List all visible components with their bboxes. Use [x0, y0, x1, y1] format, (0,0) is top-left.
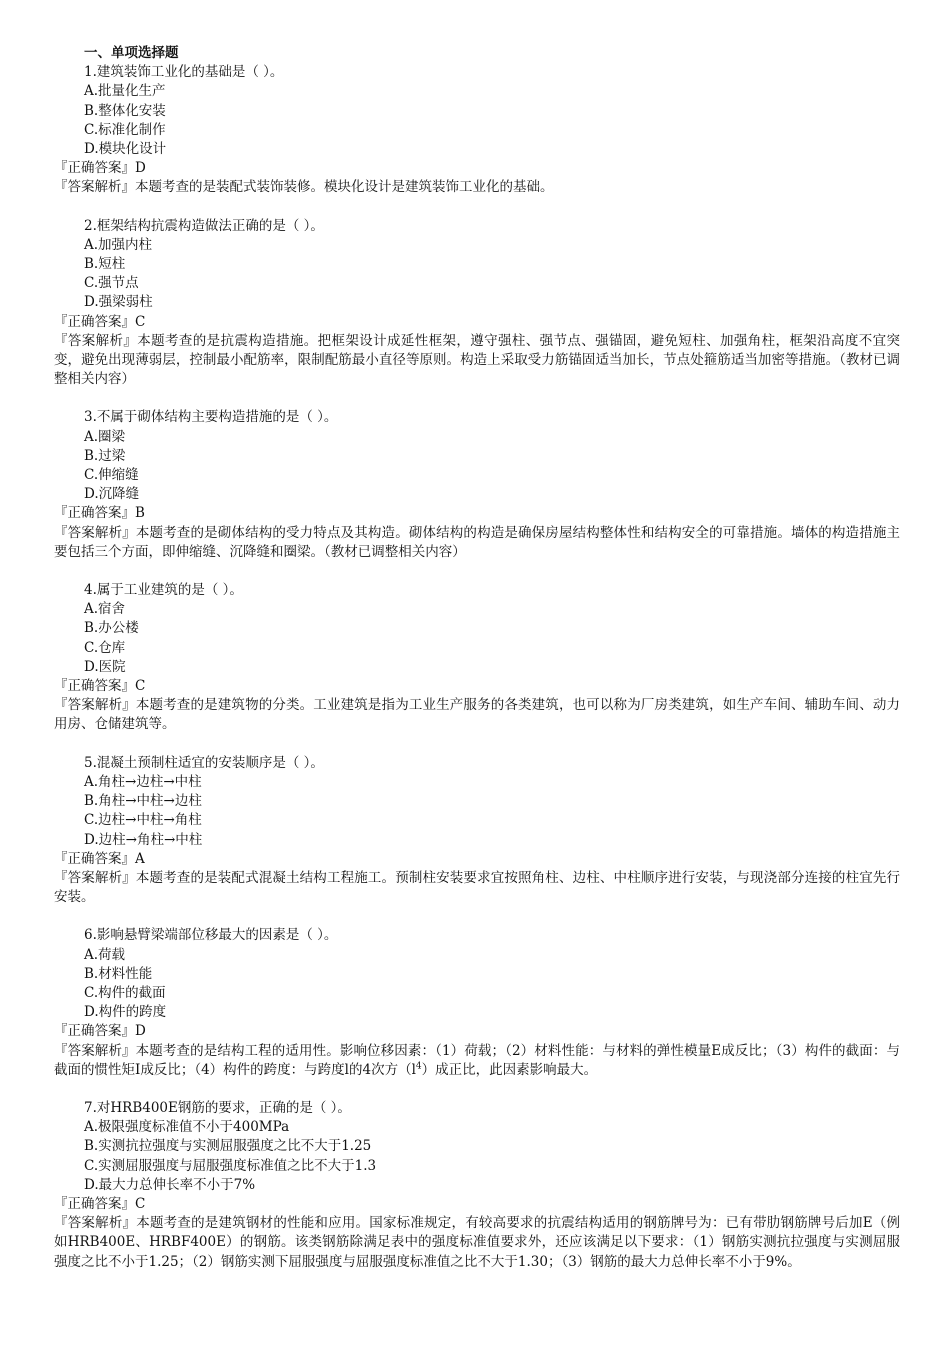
question-5 [54, 754, 900, 908]
option-c: C.强节点 [84, 275, 139, 292]
option-b: B.材料性能 [84, 965, 153, 982]
answer-analysis [54, 1042, 900, 1080]
question-4 [54, 581, 900, 735]
option-b: B.实测抗拉强度与实测屈服强度之比不大于1.25 [84, 1138, 372, 1155]
option-b: B.办公楼 [84, 620, 139, 637]
question-stem: 1.建筑装饰工业化的基础是（ ）。 [84, 64, 284, 81]
option-c: C.构件的截面 [84, 984, 166, 1001]
section-title: 一、单项选择题 [84, 45, 179, 61]
answer-analysis: 『答案解析』本题考查的是装配式装饰装修。模块化设计是建筑装饰工业化的基础。 [54, 179, 554, 196]
option-d: D.构件的跨度 [84, 1004, 167, 1021]
option-a: A.加强内柱 [84, 236, 153, 253]
option-c: C.伸缩缝 [84, 467, 139, 484]
correct-answer: 『正确答案』C [54, 313, 146, 330]
question-7 [54, 1099, 900, 1272]
option-a: A.荷载 [84, 946, 126, 963]
correct-answer: 『正确答案』D [54, 160, 146, 177]
option-d: D.最大力总伸长率不小于7% [84, 1176, 256, 1193]
analysis-text: 『答案解析』本题考查的是结构工程的适用性。影响位移因素：（1）荷载；（2）材料性能：与材料的弹性模量E成反比；（3）构件的截面：与截面的惯性矩I成反比；（4）构件的跨度：与跨度l的4次方（l [54, 1042, 900, 1078]
option-a: A.宿舍 [84, 601, 126, 618]
answer-analysis: 『答案解析』本题考查的是建筑钢材的性能和应用。国家标准规定，有较高要求的抗震结构适用的钢筋牌号为：已有带肋钢筋牌号后加E（例如HRB400E、HRBF400E）的钢筋。该类钢筋除满足表中的强度标准值要求外，还应该满足以下要求：（1）钢筋实测抗拉强度与实测屈服强度之比不小于1.25；（2）钢筋实测下屈服强度与屈服强度标准值之比不大于1.30；（3）钢筋的最大力总伸长率不小于9%。 [54, 1215, 900, 1270]
option-c: C.实测屈服强度与屈服强度标准值之比不大于1.3 [84, 1157, 377, 1174]
option-a: A.极限强度标准值不小于400MPa [84, 1119, 290, 1136]
answer-analysis: 『答案解析』本题考查的是装配式混凝土结构工程施工。预制柱安装要求宜按照角柱、边柱、中柱顺序进行安装，与现浇部分连接的柱宜先行安装。 [54, 869, 900, 906]
correct-answer: 『正确答案』A [54, 850, 145, 867]
document-page [54, 44, 900, 1291]
answer-analysis: 『答案解析』本题考查的是抗震构造措施。把框架设计成延性框架，遵守强柱、强节点、强锚固，避免短柱、加强角柱，框架沿高度不宜突变，避免出现薄弱层，控制最小配筋率，限制配筋最小直径等原则。构造上采取受力筋锚固适当加长，节点处箍筋适当加密等措施。（教材已调整相关内容） [54, 332, 900, 388]
correct-answer: 『正确答案』D [54, 1023, 146, 1040]
option-b: B.过梁 [84, 447, 126, 464]
exponent: 4 [415, 1061, 422, 1072]
question-1 [54, 63, 900, 197]
question-stem: 5.混凝土预制柱适宜的安装顺序是（ ）。 [84, 754, 324, 771]
option-d: D.模块化设计 [84, 141, 167, 157]
question-stem: 7.对HRB400E钢筋的要求，正确的是（ ）。 [84, 1099, 351, 1116]
option-b: B.角柱→中柱→边柱 [84, 793, 202, 810]
correct-answer: 『正确答案』C [54, 678, 146, 695]
question-stem: 6.影响悬臂梁端部位移最大的因素是（ ）。 [84, 927, 338, 944]
option-c: C.仓库 [84, 639, 126, 656]
analysis-text: ）成正比，此因素影响最大。 [421, 1061, 598, 1078]
question-stem: 2.框架结构抗震构造做法正确的是（ ）。 [84, 217, 324, 234]
option-c: C.标准化制作 [84, 121, 166, 138]
option-d: D.沉降缝 [84, 486, 140, 503]
correct-answer: 『正确答案』C [54, 1195, 146, 1212]
answer-analysis: 『答案解析』本题考查的是建筑物的分类。工业建筑是指为工业生产服务的各类建筑，也可以称为厂房类建筑，如生产车间、辅助车间、动力用房、仓储建筑等。 [54, 697, 900, 733]
correct-answer: 『正确答案』B [54, 505, 145, 522]
question-3 [54, 408, 900, 562]
question-stem: 4.属于工业建筑的是（ ）。 [84, 582, 243, 599]
option-b: B.短柱 [84, 256, 126, 273]
option-d: D.医院 [84, 658, 126, 675]
option-b: B.整体化安装 [84, 102, 166, 119]
option-a: A.圈梁 [84, 428, 126, 445]
question-2 [54, 217, 900, 390]
option-d: D.强梁弱柱 [84, 294, 153, 311]
option-a: A.批量化生产 [84, 83, 166, 100]
option-a: A.角柱→边柱→中柱 [84, 773, 202, 790]
option-d: D.边柱→角柱→中柱 [84, 831, 203, 848]
answer-analysis: 『答案解析』本题考查的是砌体结构的受力特点及其构造。砌体结构的构造是确保房屋结构整体性和结构安全的可靠措施。墙体的构造措施主要包括三个方面，即伸缩缝、沉降缝和圈梁。（教材已调整相关内容） [54, 524, 900, 560]
option-c: C.边柱→中柱→角柱 [84, 812, 202, 829]
question-stem: 3.不属于砌体结构主要构造措施的是（ ）。 [84, 409, 338, 426]
question-6 [54, 926, 900, 1080]
